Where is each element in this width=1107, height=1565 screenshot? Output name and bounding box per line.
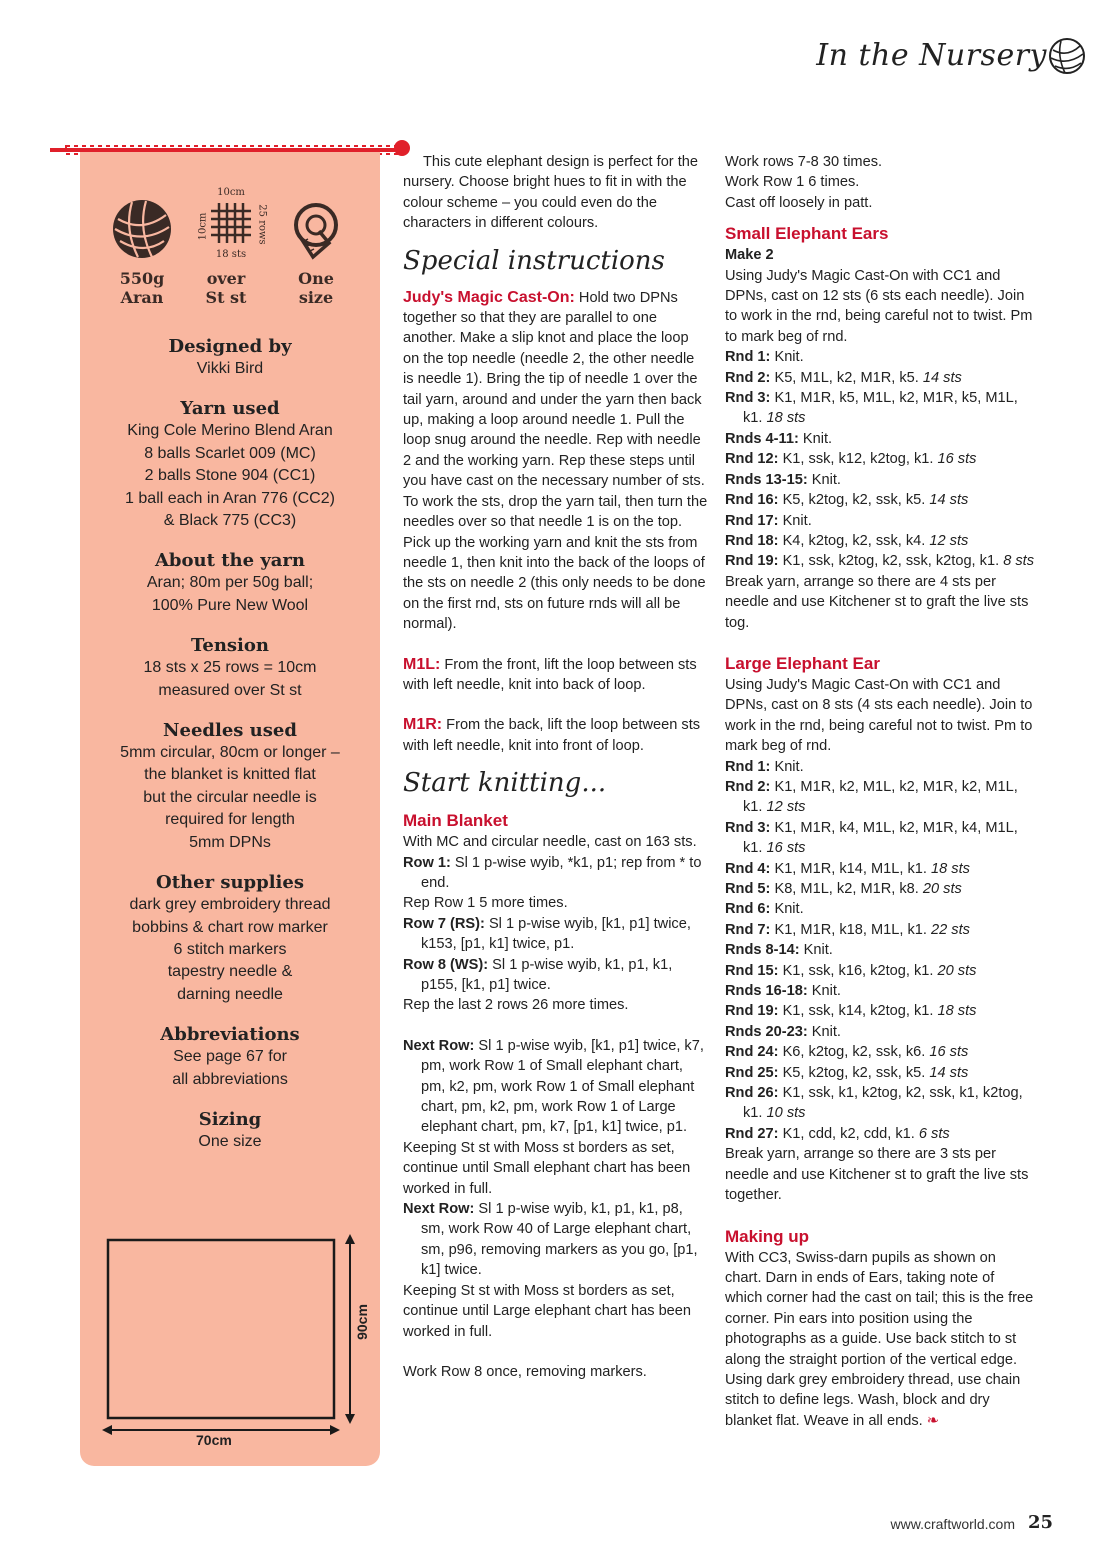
- m1r-paragraph: [403, 715, 708, 756]
- grid-left-label: 10cm: [197, 212, 209, 241]
- top-line-3: Cast off loosely in patt.: [725, 194, 873, 211]
- sidebar-section-heading: Sizing: [198, 1108, 262, 1130]
- sidebar-section: [80, 336, 380, 380]
- rnd-row: [725, 1083, 1035, 1124]
- stitch-count: 14 sts: [922, 369, 962, 386]
- rnd-row: [725, 1001, 1035, 1021]
- rnd-label: Rnds 16-18:: [725, 983, 808, 1000]
- row-7-text: Sl 1 p-wise wyib, [k1, p1] twice, k153, [p1, k1] twice, p1.: [421, 915, 691, 953]
- stitch-count: 16 sts: [937, 451, 977, 468]
- judy-text: Hold two DPNs together so that they are parallel to one another. Make a slip knot and place the loop on the top needle (needle 2, the other needle is needle 1). Bring the tip of needle 1 over the tail yarn, around and under the yarn then back up, making a loop around needle 1. Pull the loop snug around the needle. Rep with needle 2 and the working yarn. Rep these steps until you have cast on the necessary number of sts. To work the sts, drop the yarn tail, then turn the needles over so that needle 1 is on the top. Pick up the working yarn and knit the sts from needle 1, then knit into the back of the loops of the sts on needle 2 (this only needs to be done on the first rnd, sts on future rnds will all be normal).: [403, 289, 708, 633]
- rnd-text: Knit.: [770, 901, 804, 918]
- stitch-count: 6 sts: [918, 1125, 950, 1142]
- sidebar-section: [80, 872, 380, 1006]
- sidebar-section-line: 5mm circular, 80cm or longer –: [120, 744, 340, 762]
- grid-top-label: 10cm: [217, 187, 245, 198]
- end-mark-icon: ❧: [926, 1412, 939, 1429]
- row-8-text: Sl 1 p-wise wyib, k1, p1, k1, p155, [k1, p1] twice.: [421, 956, 673, 993]
- sidebar-section: [80, 398, 380, 532]
- stitch-count: 12 sts: [929, 532, 969, 549]
- next-row-1-text: Sl 1 p-wise wyib, [k1, p1] twice, k7, pm, work Row 1 of Small elephant chart, pm, k2, pm, work Row 1 of Small elephant chart, pm, k2, pm, work Row 1 of Large elephant chart, pm, k7, [p1, k1] twice, p1.: [421, 1037, 704, 1136]
- rnd-row: [725, 531, 1035, 551]
- footer-url: [891, 1516, 1015, 1532]
- rnd-text: K1, ssk, k14, k2tog, k1.: [778, 1003, 938, 1020]
- small-end: Break yarn, arrange so there are 4 sts per needle and use Kitchener st to graft the live sts tog.: [725, 573, 1029, 631]
- rnd-text: Knit.: [778, 512, 812, 529]
- rnd-text: Knit.: [807, 471, 841, 488]
- sidebar-section-line: all abbreviations: [172, 1070, 288, 1088]
- rnd-text: K1, M1R, k5, M1L, k2, M1R, k5, M1L, k1.: [743, 390, 1018, 427]
- sidebar-section-line: but the circular needle is: [143, 788, 317, 806]
- rnd-row: [725, 961, 1035, 981]
- m1l-text: From the front, lift the loop between sts with left needle, knit into back of loop.: [403, 656, 697, 693]
- sidebar-section: [80, 720, 380, 854]
- next-row-2-text: Sl 1 p-wise wyib, k1, p1, k1, p8, sm, work Row 40 of Large elephant chart, sm, p96, removing markers as you go, [p1, k1] twice.: [421, 1201, 698, 1279]
- rnd-label: Rnds 4-11:: [725, 430, 799, 447]
- sidebar-section-heading: About the yarn: [154, 550, 306, 572]
- tape-measure-icon: [285, 199, 347, 261]
- pattern-info-sidebar: [80, 152, 380, 1466]
- url-text: www.craftworld.com: [890, 1516, 1015, 1532]
- yarn-ball-icon: [110, 197, 174, 261]
- rnd-label: Rnd 1:: [725, 349, 771, 366]
- rnd-label: Rnd 4:: [725, 860, 771, 877]
- yarn-ball-icon: [1047, 36, 1087, 76]
- info-icons-row: [80, 187, 380, 307]
- m1r-text: From the back, lift the loop between sts with left needle, knit into front of loop.: [403, 717, 701, 754]
- main-blanket-heading: Main Blanket: [403, 811, 508, 831]
- rnd-row: [725, 981, 1035, 1001]
- rnd-label: Rnd 16:: [725, 492, 779, 509]
- size-label: size: [298, 288, 334, 307]
- rnd-text: K1, ssk, k1, k2tog, k2, ssk, k1, k2tog, k1.: [743, 1085, 1023, 1122]
- rnd-label: Rnd 18:: [725, 532, 779, 549]
- rnd-text: Knit.: [799, 942, 833, 959]
- main-intro: With MC and circular needle, cast on 163 sts.: [403, 834, 697, 851]
- sidebar-section-line: 8 balls Scarlet 009 (MC): [144, 444, 316, 462]
- rnd-label: Rnds 8-14:: [725, 942, 800, 959]
- intro-paragraph: This cute elephant design is perfect for the nursery. Choose bright hues to fit in with the colour scheme – you could even do the characters in different colours.: [403, 154, 699, 232]
- next-row-1: [403, 1036, 708, 1138]
- tension-grid-icon: [185, 187, 275, 267]
- rnd-label: Rnd 12:: [725, 451, 779, 468]
- next-row-2-label: Next Row:: [403, 1201, 475, 1218]
- rnd-label: Rnds 20-23:: [725, 1023, 808, 1040]
- rnd-label: Rnd 24:: [725, 1044, 779, 1061]
- sidebar-section-heading: Tension: [191, 635, 269, 657]
- row-8: [403, 955, 708, 996]
- small-ear-rows: [725, 347, 1035, 571]
- judy-label: Judy's Magic Cast-On:: [403, 288, 575, 306]
- rnd-text: K6, k2tog, k2, ssk, k6.: [778, 1044, 930, 1061]
- rnd-row: [725, 879, 1035, 899]
- sidebar-section-line: bobbins & chart row marker: [132, 918, 328, 936]
- making-up-body: With CC3, Swiss-darn pupils as shown on chart. Darn in ends of Ears, taking note of which corner had the cast on tail; this is the free corner. Pin ears into position using the photographs as a guide. Use back stitch to st along the straight portion of the vertical edge. Using dark grey embroidery thread, use chain stitch to define legs. Wash, block and dry blanket flat. Weave in all ends.: [725, 1249, 1034, 1429]
- keeping-1: Keeping St st with Moss st borders as set, continue until Small elephant chart has been worked in full.: [403, 1139, 691, 1197]
- sidebar-section-line: Aran; 80m per 50g ball;: [146, 574, 314, 592]
- row-1: [403, 853, 708, 894]
- rnd-row: [725, 859, 1035, 879]
- rnd-text: Knit.: [807, 1023, 841, 1040]
- rnd-label: Rnd 26:: [725, 1085, 779, 1102]
- next-row-2: [403, 1199, 708, 1281]
- rnd-text: K1, ssk, k2tog, k2, ssk, k2tog, k1.: [778, 553, 1004, 570]
- rnd-row: [725, 818, 1035, 859]
- small-intro: Using Judy's Magic Cast-On with CC1 and DPNs, cast on 12 sts (6 sts each needle). Join to work in the rnd, being careful not to twist. Pm to mark beg of rnd.: [725, 267, 1033, 345]
- yarn-weight: 550g: [119, 269, 165, 288]
- sidebar-section-line: required for length: [165, 811, 295, 829]
- large-intro: Using Judy's Magic Cast-On with CC1 and DPNs, cast on 8 sts (4 sts each needle). Join to work in the rnd, being careful not to twist. Pm to mark beg of rnd.: [725, 676, 1033, 755]
- instructions-column-1: [403, 152, 708, 1382]
- rnd-text: K5, k2tog, k2, ssk, k5.: [778, 1064, 930, 1081]
- stitch-count: 14 sts: [929, 492, 969, 509]
- make-2: Make 2: [725, 247, 774, 264]
- large-end: Break yarn, arrange so there are 3 sts per needle and use Kitchener st to graft the live sts together.: [725, 1146, 1029, 1204]
- making-up-text: [725, 1248, 1035, 1432]
- sidebar-section-line: tapestry needle &: [167, 963, 293, 981]
- stitch-count: 20 sts: [922, 881, 962, 897]
- rep-last-2: Rep the last 2 rows 26 more times.: [403, 997, 629, 1014]
- work-row-8: Work Row 8 once, removing markers.: [403, 1363, 647, 1380]
- rnd-label: Rnd 19:: [725, 553, 779, 570]
- rnd-label: Rnd 1:: [725, 758, 771, 775]
- rnd-text: K1, M1R, k14, M1L, k1.: [770, 860, 932, 877]
- width-label: 70cm: [196, 1432, 232, 1448]
- m1l-paragraph: [403, 655, 708, 696]
- sidebar-section-line: 2 balls Stone 904 (CC1): [144, 467, 316, 485]
- row-7-label: Row 7 (RS):: [403, 915, 485, 932]
- rnd-row: [725, 777, 1035, 818]
- rnd-row: [725, 1124, 1035, 1144]
- rnd-text: K4, k2tog, k2, ssk, k4.: [778, 532, 930, 549]
- stitch-count: 16 sts: [929, 1044, 969, 1061]
- sidebar-section-line: 1 ball each in Aran 776 (CC2): [125, 489, 335, 507]
- stitch-count: 22 sts: [931, 921, 970, 938]
- stitch-count: 20 sts: [937, 962, 977, 979]
- rnd-text: K1, cdd, k2, cdd, k1.: [778, 1125, 919, 1142]
- rnd-row: [725, 1063, 1035, 1083]
- rnd-label: Rnd 2:: [725, 369, 771, 386]
- sidebar-section-line: 100% Pure New Wool: [151, 596, 309, 614]
- stitch-count: 8 sts: [1003, 553, 1035, 570]
- sidebar-section-line: measured over St st: [158, 681, 302, 699]
- rnd-text: K1, ssk, k16, k2tog, k1.: [778, 962, 938, 979]
- rnd-label: Rnd 19:: [725, 1003, 779, 1020]
- yarn-type: Aran: [120, 288, 164, 307]
- sidebar-section-line: One size: [198, 1132, 262, 1150]
- sidebar-section-line: & Black 775 (CC3): [163, 512, 297, 530]
- instructions-column-2: [725, 152, 1035, 1431]
- rnd-row: [725, 449, 1035, 469]
- rnd-text: K1, M1R, k4, M1L, k2, M1R, k4, M1L, k1.: [743, 819, 1018, 857]
- rnd-text: K1, M1R, k18, M1L, k1.: [770, 921, 932, 938]
- rnd-row: [725, 511, 1035, 531]
- rnd-row: [725, 920, 1035, 940]
- page-number: 25: [1027, 1512, 1053, 1533]
- sidebar-section-heading: Yarn used: [180, 398, 280, 420]
- small-ears-heading: Small Elephant Ears: [725, 224, 889, 244]
- rnd-text: K1, ssk, k12, k2tog, k1.: [778, 451, 938, 468]
- sidebar-section-line: dark grey embroidery thread: [129, 896, 331, 914]
- rnd-label: Rnd 17:: [725, 512, 779, 529]
- tension-stitch: St st: [205, 288, 247, 307]
- rep-row-1: Rep Row 1 5 more times.: [403, 895, 568, 912]
- making-up-heading: Making up: [725, 1226, 810, 1246]
- rnd-row: [725, 1022, 1035, 1042]
- sidebar-section-heading: Other supplies: [156, 872, 304, 894]
- row-8-label: Row 8 (WS):: [403, 956, 489, 973]
- sidebar-section: [80, 550, 380, 617]
- sidebar-sections: [80, 336, 380, 1171]
- rnd-label: Rnd 5:: [725, 881, 771, 897]
- large-ear-heading: Large Elephant Ear: [725, 653, 880, 673]
- rnd-row: [725, 1042, 1035, 1062]
- rnd-text: Knit.: [770, 349, 804, 366]
- rnd-text: K1, M1R, k2, M1L, k2, M1R, k2, M1L, k1.: [743, 778, 1018, 816]
- rnd-row: [725, 470, 1035, 490]
- sidebar-section-heading: Designed by: [168, 336, 292, 357]
- rnd-label: Rnd 25:: [725, 1064, 779, 1081]
- stitch-count: 18 sts: [931, 860, 970, 877]
- sidebar-section-line: 18 sts x 25 rows = 10cm: [143, 659, 317, 677]
- next-row-1-label: Next Row:: [403, 1037, 475, 1054]
- judy-cast-on-paragraph: [403, 288, 708, 635]
- rnd-row: [725, 429, 1035, 449]
- start-knitting-heading: Start knitting...: [403, 768, 607, 799]
- sidebar-section-line: darning needle: [177, 985, 283, 1003]
- top-line-2: Work Row 1 6 times.: [725, 174, 860, 191]
- sidebar-section-line: the blanket is knitted flat: [144, 766, 316, 784]
- rnd-text: K5, M1L, k2, M1R, k5.: [770, 369, 923, 386]
- tension-over: over: [206, 269, 246, 288]
- m1l-label: M1L:: [403, 655, 441, 673]
- sidebar-section: [80, 1109, 380, 1153]
- rnd-label: Rnd 2:: [725, 778, 771, 795]
- rnd-row: [725, 368, 1035, 388]
- sidebar-section-line: 5mm DPNs: [189, 833, 271, 851]
- grid-bottom-label: 18 sts: [215, 249, 247, 260]
- tension-grid: [211, 203, 251, 243]
- sidebar-section: [80, 635, 380, 702]
- row-7: [403, 914, 708, 955]
- stitch-count: 18 sts: [937, 1003, 977, 1020]
- rnd-row: [725, 490, 1035, 510]
- sidebar-section-line: 6 stitch markers: [173, 940, 287, 958]
- rnd-row: [725, 757, 1035, 777]
- rnd-row: [725, 899, 1035, 919]
- stitch-count: 18 sts: [766, 410, 806, 427]
- rnd-row: [725, 388, 1035, 429]
- large-ear-rows: [725, 757, 1035, 1145]
- sidebar-section-heading: Abbreviations: [160, 1024, 300, 1046]
- row-1-text: Sl 1 p-wise wyib, *k1, p1; rep from * to end.: [421, 854, 702, 891]
- top-line-1: Work rows 7-8 30 times.: [725, 154, 883, 170]
- rnd-label: Rnd 15:: [725, 962, 779, 979]
- rnd-text: Knit.: [798, 430, 833, 447]
- rnd-label: Rnd 7:: [725, 921, 771, 938]
- keeping-2: Keeping St st with Moss st borders as set, continue until Large elephant chart has been worked in full.: [403, 1282, 692, 1340]
- rnd-label: Rnd 3:: [725, 390, 771, 407]
- rnd-row: [725, 347, 1035, 367]
- m1r-label: M1R:: [403, 716, 443, 734]
- rnd-label: Rnds 13-15:: [725, 471, 808, 488]
- grid-right-label: 25 rows: [256, 204, 268, 245]
- special-instructions-heading: Special instructions: [403, 245, 665, 276]
- stitch-count: 14 sts: [929, 1064, 969, 1081]
- size-one: One: [298, 269, 334, 288]
- sidebar-section-line: King Cole Merino Blend Aran: [127, 422, 333, 440]
- blanket-size-diagram: [100, 1232, 375, 1452]
- rnd-text: K8, M1L, k2, M1R, k8.: [770, 881, 923, 897]
- sidebar-section: [80, 1024, 380, 1091]
- sidebar-section-line: See page 67 for: [173, 1048, 287, 1066]
- stitch-count: 16 sts: [766, 840, 806, 857]
- rnd-text: K5, k2tog, k2, ssk, k5.: [778, 492, 930, 509]
- height-label: 90cm: [353, 1304, 370, 1340]
- stitch-count: 12 sts: [766, 799, 806, 816]
- rnd-row: [725, 551, 1035, 571]
- blanket-outline: [100, 1232, 375, 1452]
- sidebar-section-heading: Needles used: [163, 720, 297, 742]
- sidebar-section-line: Vikki Bird: [196, 360, 264, 377]
- stitch-count: 10 sts: [766, 1105, 806, 1122]
- rnd-text: Knit.: [770, 758, 804, 775]
- row-1-label: Row 1:: [403, 854, 451, 871]
- rnd-label: Rnd 27:: [725, 1125, 779, 1142]
- rnd-label: Rnd 6:: [725, 901, 771, 918]
- rnd-label: Rnd 3:: [725, 819, 771, 836]
- rnd-row: [725, 940, 1035, 960]
- section-title: In the Nursery: [816, 38, 1047, 73]
- rnd-text: Knit.: [807, 983, 841, 1000]
